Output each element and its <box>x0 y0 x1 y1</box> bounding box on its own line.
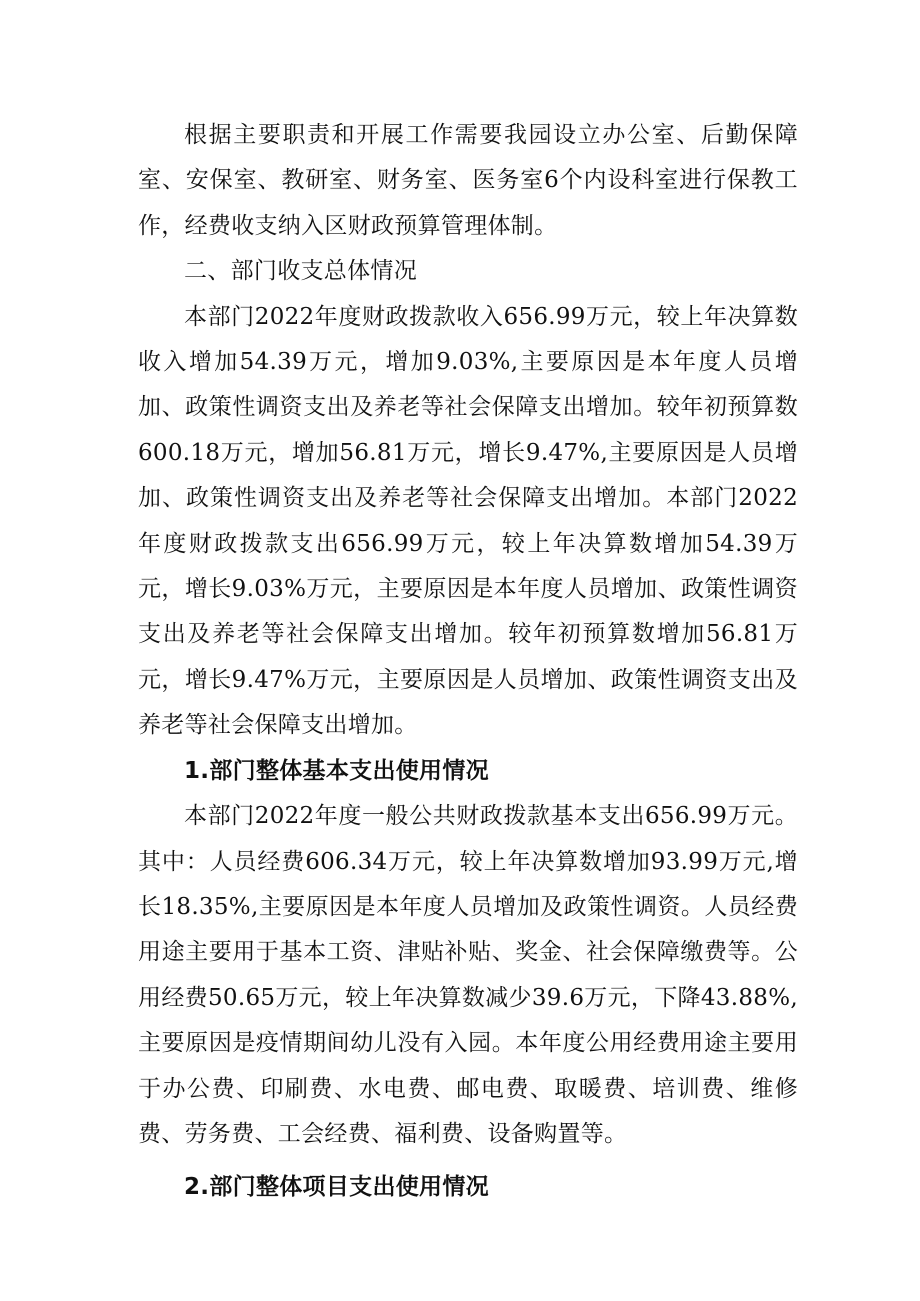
section-heading-income-expenditure: 二、部门收支总体情况 <box>184 258 417 285</box>
subheading-basic-expenditure: 1.部门整体基本支出使用情况 <box>184 757 489 784</box>
document-body <box>138 113 798 1211</box>
income-expenditure-paragraph: 本部门2022年度财政拨款收入656.99万元，较上年决算数收入增加54.39万元，增加9.03%,主要原因是本年度人员增加、政策性调资支出及养老等社会保障支出增加。较年初预算数600.18万元，增加56.81万元，增长9.47%,主要原因是人员增加、政策性调资支出及养老等社会保障支出增加。本部门2022年度财政拨款支出656.99万元，较上年决算数增加54.39万元，增长9.03%万元，主要原因是本年度人员增加、政策性调资支出及养老等社会保障支出增加。较年初预算数增加56.81万元，增长9.47%万元，主要原因是人员增加、政策性调资支出及养老等社会保障支出增加。 <box>138 303 798 739</box>
intro-paragraph: 根据主要职责和开展工作需要我园设立办公室、后勤保障室、安保室、教研室、财务室、医务室6个内设科室进行保教工作，经费收支纳入区财政预算管理体制。 <box>138 122 798 239</box>
paragraph-gap <box>138 1157 798 1165</box>
subheading-project-expenditure: 2.部门整体项目支出使用情况 <box>184 1174 489 1201</box>
basic-expenditure-paragraph: 本部门2022年度一般公共财政拨款基本支出656.99万元。其中：人员经费606.34万元，较上年决算数增加93.99万元,增长18.35%,主要原因是本年度人员增加及政策性调资。人员经费用途主要用于基本工资、津贴补贴、奖金、社会保障缴费等。公用经费50.65万元，较上年决算数减少39.6万元，下降43.88%,主要原因是疫情期间幼儿没有入园。本年度公用经费用途主要用于办公费、印刷费、水电费、邮电费、取暖费、培训费、维修费、劳务费、工会经费、福利费、设备购置等。 <box>138 803 798 1147</box>
